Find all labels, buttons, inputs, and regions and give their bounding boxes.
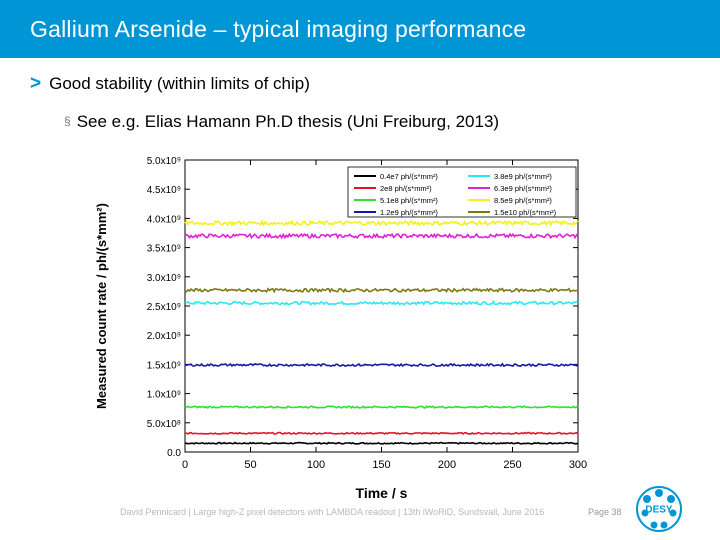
legend-label: 1.5e10 ph/(s*mm²) bbox=[494, 208, 557, 217]
y-tick-label: 1.5x10⁹ bbox=[146, 360, 181, 372]
bullet-item bbox=[30, 73, 310, 95]
desy-logo bbox=[634, 484, 684, 534]
x-tick-label: 50 bbox=[244, 459, 257, 471]
desy-logo-text: DESY bbox=[645, 504, 673, 516]
y-tick-label: 3.5x10⁹ bbox=[146, 243, 181, 255]
y-tick-label: 4.0x10⁹ bbox=[146, 214, 181, 226]
x-tick-label: 150 bbox=[372, 459, 391, 471]
x-tick-label: 0 bbox=[181, 459, 189, 471]
y-tick-label: 5.0x10⁹ bbox=[146, 156, 181, 167]
x-tick-label: 250 bbox=[503, 459, 522, 471]
legend-label: 8.5e9 ph/(s*mm²) bbox=[494, 196, 552, 205]
x-axis-title: Time / s bbox=[355, 485, 408, 501]
sub-bullet-item bbox=[64, 112, 499, 132]
sub-bullet-marker: § bbox=[64, 114, 71, 128]
count-rate-chart bbox=[90, 150, 600, 510]
legend-label: 0.4e7 ph/(s*mm²) bbox=[380, 172, 438, 181]
bullet-marker: > bbox=[30, 73, 42, 94]
legend-label: 3.8e9 ph/(s*mm²) bbox=[494, 172, 552, 181]
y-tick-label: 4.5x10⁹ bbox=[146, 185, 181, 197]
y-tick-label: 2.5x10⁹ bbox=[146, 302, 181, 313]
bullet-text: Good stability (within limits of chip) bbox=[49, 74, 310, 93]
x-tick-label: 300 bbox=[568, 459, 588, 471]
y-tick-label: 1.0x10⁹ bbox=[146, 389, 181, 401]
page-number: Page 38 bbox=[588, 507, 622, 517]
title-bar bbox=[0, 0, 720, 58]
x-tick-label: 200 bbox=[437, 459, 457, 471]
slide-title: Gallium Arsenide – typical imaging performance bbox=[30, 16, 527, 42]
y-tick-label: 2.0x10⁹ bbox=[146, 331, 181, 343]
legend-label: 5.1e8 ph/(s*mm²) bbox=[380, 196, 438, 205]
y-tick-label: 3.0x10⁹ bbox=[146, 272, 181, 284]
legend-label: 1.2e9 ph/(s*mm²) bbox=[380, 208, 438, 217]
y-axis-title: Measured count rate / ph/(s*mm²) bbox=[94, 203, 109, 409]
y-tick-label: 0.0 bbox=[167, 448, 181, 459]
x-tick-label: 100 bbox=[306, 459, 326, 471]
footer-text: David Pennicard | Large high-Z pixel detectors with LAMBDA readout | 13th iWoRiD, Sundsvall, June 2016 bbox=[120, 507, 545, 517]
legend-label: 6.3e9 ph/(s*mm²) bbox=[494, 184, 552, 193]
sub-bullet-text: See e.g. Elias Hamann Ph.D thesis (Uni Freiburg, 2013) bbox=[76, 112, 500, 131]
legend-label: 2e8 ph/(s*mm²) bbox=[380, 184, 432, 193]
y-tick-label: 5.0x10⁸ bbox=[146, 418, 181, 430]
